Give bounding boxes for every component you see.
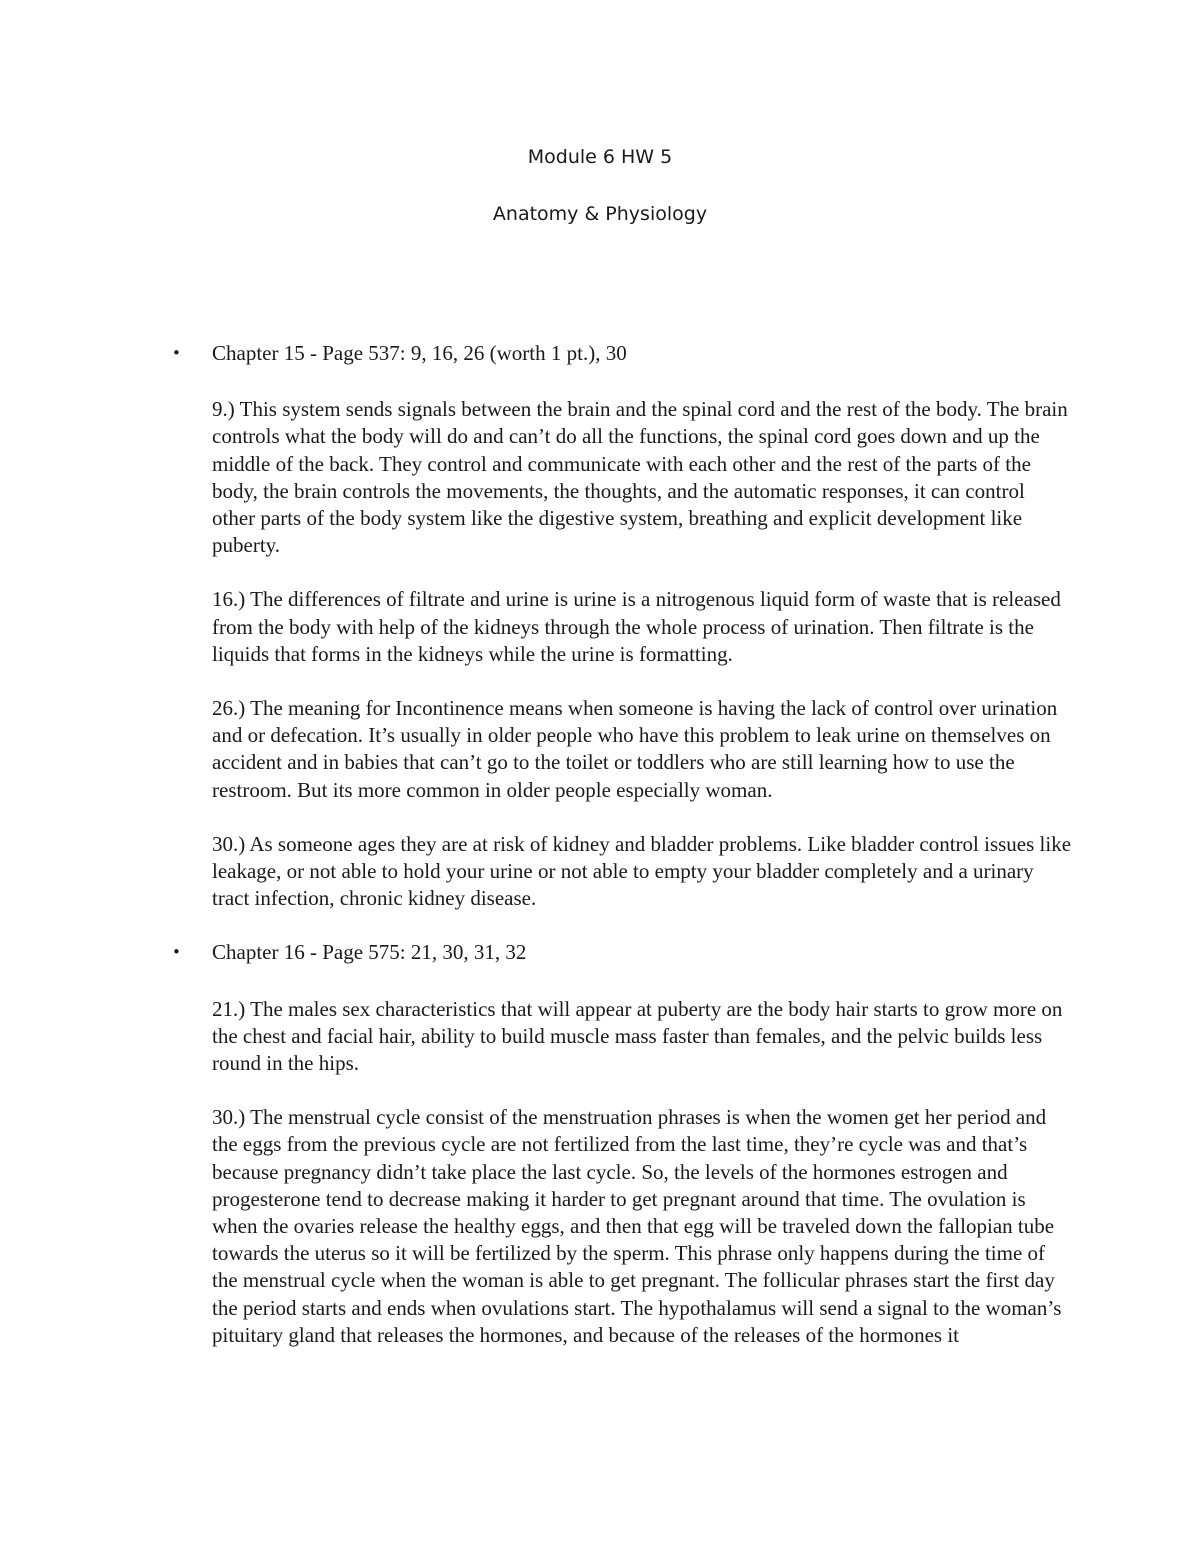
bullet-icon: •	[172, 943, 181, 962]
document-body	[172, 340, 1072, 1349]
document-title: Module 6 HW 5	[527, 146, 673, 168]
answer-paragraph: 30.) The menstrual cycle consist of the menstruation phrases is when the women get her period and the eggs from the previous cycle are not fertilized from the last time, they’re cycle was and that’s because pregnancy didn’t take place the last cycle. So, the levels of the hormones estrogen and progesterone tend to decrease making it harder to get pregnant around that time. The ovulation is when the ovaries release the healthy eggs, and then that egg will be traveled down the fallopian tube towards the uterus so it will be fertilized by the sperm. This phrase only happens during the time of the menstrual cycle when the woman is able to get pregnant. The follicular phrases start the first day the period starts and ends when ovulations start. The hypothalamus will send a signal to the woman’s pituitary gland that releases the hormones, and because of the releases of the hormones it	[212, 1105, 1062, 1347]
section-chapter-15	[172, 340, 1072, 367]
section-chapter-16	[172, 939, 1072, 966]
answer-paragraph: 16.) The differences of filtrate and urine is urine is a nitrogenous liquid form of waste that is released from the body with help of the kidneys through the whole process of urination. Then filtrate is the liquids that forms in the kidneys while the urine is formatting.	[212, 587, 1061, 666]
answer-paragraph: 30.) As someone ages they are at risk of kidney and bladder problems. Like bladder control issues like leakage, or not able to hold your urine or not able to empty your bladder completely and a urinary tract infection, chronic kidney disease.	[212, 831, 1072, 911]
bullet-icon: •	[172, 344, 181, 362]
answer-paragraph: 26.) The meaning for Incontinence means when someone is having the lack of control over urination and or defecation. It’s usually in older people who have this problem to leak urine on themselves on accident and in babies that can’t go to the toilet or toddlers who are still learning how to use the restroom. But its more common in older people especially woman.	[212, 696, 1058, 802]
section-heading: Chapter 16 - Page 575: 21, 30, 31, 32	[212, 940, 527, 965]
section-heading: Chapter 15 - Page 537: 9, 16, 26 (worth 1 pt.), 30	[212, 341, 627, 365]
answer-paragraph: 9.) This system sends signals between the brain and the spinal cord and the rest of the body. The brain controls what the body will do and can’t do all the functions, the spinal cord goes down and up the middle of the back. They control and communicate with each other and the rest of the parts of the body, the brain controls the movements, the thoughts, and the automatic responses, it can control other parts of the body system like the digestive system, breathing and explicit development like puberty.	[212, 397, 1068, 558]
answer-paragraph: 21.) The males sex characteristics that will appear at puberty are the body hair starts to grow more on the chest and facial hair, ability to build muscle mass faster than females, and the pelvic builds less round in the hips.	[212, 996, 1063, 1076]
document-subtitle: Anatomy & Physiology	[492, 203, 708, 225]
